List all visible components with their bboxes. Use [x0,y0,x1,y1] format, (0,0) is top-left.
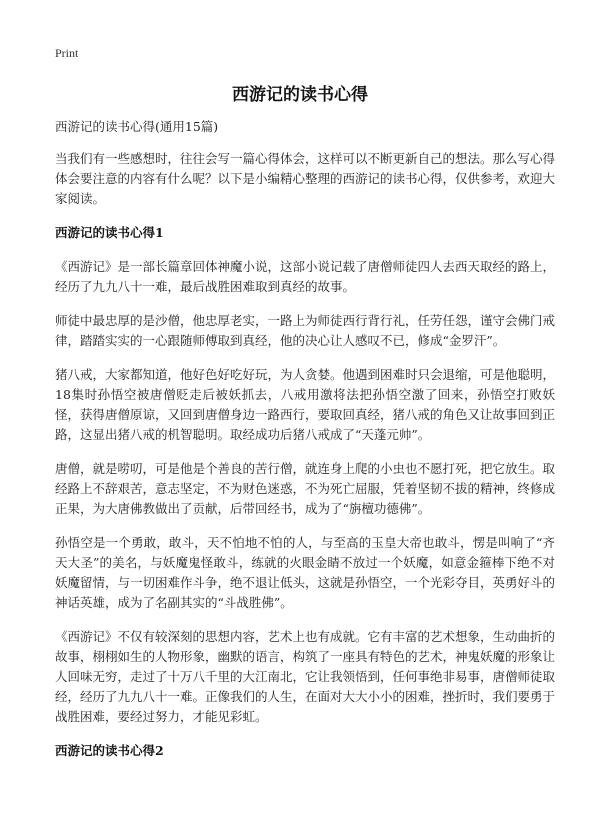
paragraph: 师徒中最忠厚的是沙僧，他忠厚老实，一路上为师徒西行背行礼，任劳任怨，谨守会佛门戒律，踏踏实实的一心跟随师傅取到真经，他的决心让人感叹不已，修成“金罗汗”。 [55,313,556,348]
paragraph: 《西游记》不仅有较深刻的思想内容，艺术上也有成就。它有丰富的艺术想象，生动曲折的故事，栩栩如生的人物形象，幽默的语言，构筑了一座具有特色的艺术，神鬼妖魔的形象让人回味无穷，走过了十万八千里的大江南北，它让我领悟到，任何事绝非易事，唐僧师徒取经，经历了九九八十一难。正像我们的人生，在面对大大小小的困难，挫折时，我们要勇于战胜困难，要经过努力，才能见彩虹。 [55,629,556,724]
paragraph: 《西游记》是一部长篇章回体神魔小说，这部小说记载了唐僧师徒四人去西天取经的路上，经历了九九八十一难，最后战胜困难取到真经的故事。 [55,259,556,294]
paragraph: 孙悟空是一个勇敢，敢斗，天不怕地不怕的人，与至高的玉皇大帝也敢斗，愣是叫响了“齐天大圣”的美名，与妖魔鬼怪敢斗，练就的火眼金睛不放过一个妖魔，如意金箍棒下绝不对妖魔留情，与一切困难作斗争，绝不退让低头，这就是孙悟空，一个光彩夺目，英勇好斗的神话英雄，成为了名副其实的“斗战胜佛”。 [55,535,556,610]
article-subtitle: 西游记的读书心得(通用15篇) [55,119,219,134]
page-title: 西游记的读书心得 [232,85,368,105]
print-link[interactable]: Print [55,46,79,60]
paragraph: 猪八戒，大家都知道，他好色好吃好玩，为人贪婪。他遇到困难时只会退缩，可是他聪明，18集时孙悟空被唐僧贬走后被妖抓去，八戒用激将法把孙悟空激了回来，孙悟空打败妖怪，获得唐僧原谅，又回到唐僧身边一路西行，要取回真经，猪八戒的角色又让故事回到正路，这显出猪八戒的机智聪明。取经成功后猪八戒成了“天蓬元帅”。 [55,367,556,442]
section-heading: 西游记的读书心得2 [55,743,164,758]
paragraph: 唐僧，就是唠叨，可是他是个善良的苦行僧，就连身上爬的小虫也不愿打死，把它放生。取经路上不辞艰苦，意志坚定，不为财色迷惑，不为死亡屈服，凭着坚韧不拔的精神，终修成正果，为大唐佛教做出了贡献，后带回经书，成为了“旃檀功德佛”。 [55,461,556,516]
section-heading: 西游记的读书心得1 [55,225,164,240]
article-body [55,117,555,775]
intro-paragraph: 当我们有一些感想时，往往会写一篇心得体会，这样可以不断更新自己的想法。那么写心得体会要注意的内容有什么呢？以下是小编精心整理的西游记的读书心得，仅供参考，欢迎大家阅读。 [55,151,556,206]
